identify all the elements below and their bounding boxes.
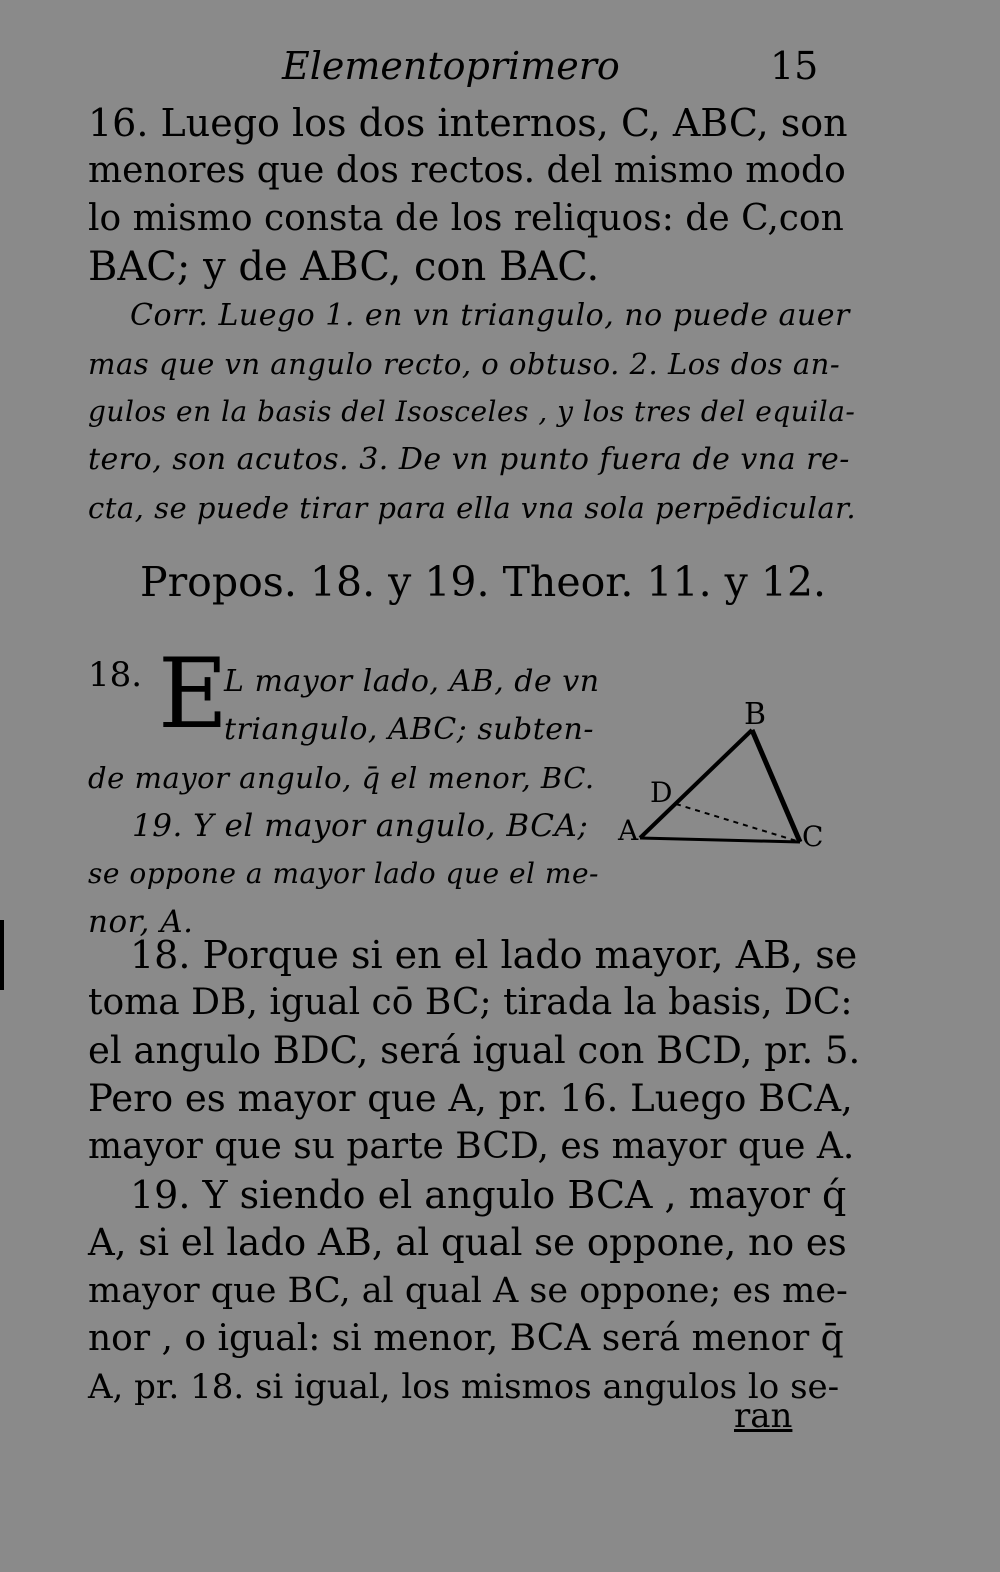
proof-line-2: toma DB, igual cō BC; tirada la basis, DC:: [88, 982, 853, 1023]
proof-line-10: A, pr. 18. si igual, los mismos angulos lo se-: [88, 1367, 840, 1407]
proposition-line-4: 19. Y el mayor angulo, BCA;: [132, 808, 589, 844]
para1-line-1: 16. Luego los dos internos, C, ABC, son: [88, 101, 848, 145]
side-ac: [640, 838, 800, 842]
page-header: [0, 44, 1000, 94]
label-a: A: [618, 814, 639, 847]
proof-line-4: Pero es mayor que A, pr. 16. Luego BCA,: [88, 1077, 853, 1120]
proposition-line-6: nor, A.: [88, 904, 194, 940]
corollary-line-4: tero, son acutos. 3. De vn punto fuera de vna re-: [88, 442, 850, 477]
segment-dc: [676, 804, 800, 842]
proposition-line-3: de mayor angulo, q̄ el menor, BC.: [88, 761, 595, 795]
triangle-diagram: [610, 690, 840, 860]
label-c: C: [802, 820, 824, 853]
proof-line-1: 18. Porque si en el lado mayor, AB, se: [130, 933, 858, 977]
label-d: D: [650, 776, 673, 809]
section-heading: Propos. 18. y 19. Theor. 11. y 12.: [140, 558, 827, 606]
proposition-number: 18.: [88, 655, 143, 695]
margin-mark: [0, 920, 4, 990]
running-title: Elementoprimero: [282, 44, 620, 88]
para1-line-3: lo mismo consta de los reliquos: de C,con: [88, 198, 844, 239]
proof-line-3: el angulo BDC, será igual con BCD, pr. 5.: [88, 1029, 861, 1072]
para1-line-2: menores que dos rectos. del mismo modo: [88, 150, 846, 191]
proposition-line-2: triangulo, ABC; subten-: [224, 712, 595, 747]
proposition-line-5: se oppone a mayor lado que el me-: [88, 857, 599, 890]
proof-line-7: A, si el lado AB, al qual se oppone, no es: [88, 1221, 847, 1264]
corollary-line-1: Corr. Luego 1. en vn triangulo, no puede auer: [130, 298, 850, 333]
corollary-line-5: cta, se puede tirar para ella vna sola perpēdicular.: [88, 491, 857, 525]
catchword: ran: [734, 1396, 793, 1436]
corollary-line-3: gulos en la basis del Isosceles , y los tres del equila-: [88, 395, 856, 428]
proposition-line-1: L mayor lado, AB, de vn: [224, 664, 600, 699]
label-b: B: [744, 697, 767, 732]
side-bc: [752, 730, 800, 842]
para1-line-4: BAC; y de ABC, con BAC.: [88, 244, 600, 290]
proof-line-6: 19. Y siendo el angulo BCA , mayor q́: [130, 1173, 847, 1217]
proof-line-9: nor , o igual: si menor, BCA será menor q̄: [88, 1318, 844, 1359]
proof-line-5: mayor que su parte BCD, es mayor que A.: [88, 1126, 855, 1167]
corollary-line-2: mas que vn angulo recto, o obtuso. 2. Los dos an-: [88, 347, 841, 381]
proof-line-8: mayor que BC, al qual A se oppone; es me-: [88, 1271, 848, 1311]
drop-cap: E: [158, 638, 229, 750]
page-number: 15: [770, 44, 819, 88]
